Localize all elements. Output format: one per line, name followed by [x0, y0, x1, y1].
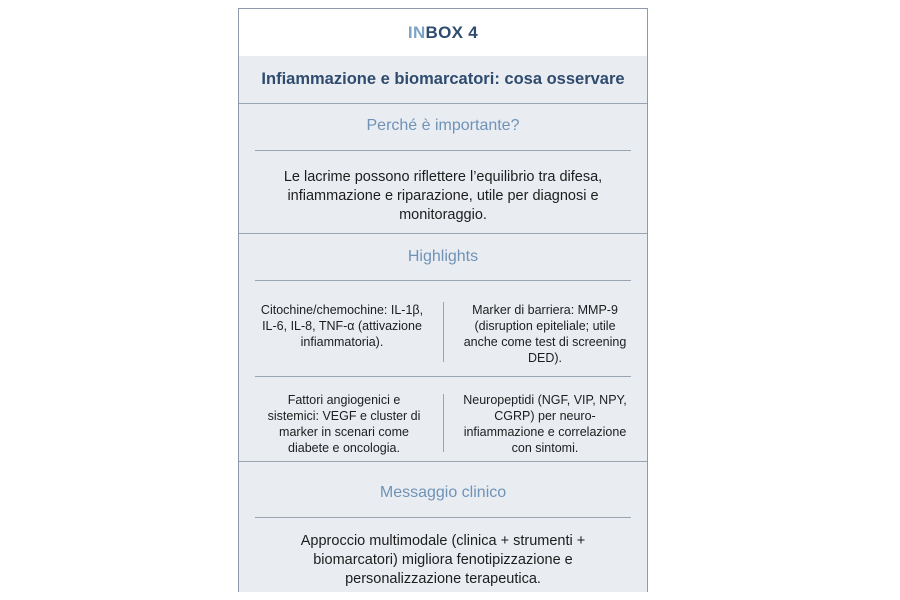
inbox-label-prefix: IN — [407, 22, 426, 42]
section-rule — [255, 517, 631, 518]
section-highlights — [239, 234, 647, 461]
inbox-panel — [238, 8, 648, 592]
section-why — [239, 104, 647, 233]
column-divider — [443, 302, 444, 362]
section-clinical-title: Messaggio clinico — [379, 484, 507, 501]
section-clinical-body: Approccio multimodale (clinica + strumenti + biomarcatori) migliora fenotipizzazione e personalizzazione terapeutica. — [300, 533, 586, 587]
section-highlights-title: Highlights — [407, 248, 479, 265]
section-rule — [255, 150, 631, 151]
highlight-item: Neuropeptidi (NGF, VIP, NPY, CGRP) per neuro-infiammazione e correlazione con sintomi. — [463, 393, 627, 455]
inbox-label — [239, 9, 647, 56]
inbox-label-rest: BOX 4 — [425, 22, 479, 42]
section-why-body: Le lacrime possono riflettere l’equilibrio tra difesa, infiammazione e riparazione, utile per diagnosi e monitoraggio. — [283, 169, 603, 223]
inbox-title: Infiammazione e biomarcatori: cosa osservare — [239, 56, 647, 103]
highlight-item: Fattori angiogenici e sistemici: VEGF e cluster di marker in scenari come diabete e oncologia. — [267, 393, 421, 455]
column-divider — [443, 394, 444, 452]
section-why-title: Perché è importante? — [366, 117, 520, 134]
highlight-item: Marker di barriera: MMP-9 (disruption epiteliale; utile anche come test di screening DED). — [463, 303, 627, 365]
highlight-item: Citochine/chemochine: IL-1β, IL-6, IL-8, TNF-α (attivazione infiammatoria). — [260, 303, 424, 349]
section-clinical — [239, 462, 647, 592]
section-rule — [255, 280, 631, 281]
highlight-row-rule — [255, 376, 631, 377]
